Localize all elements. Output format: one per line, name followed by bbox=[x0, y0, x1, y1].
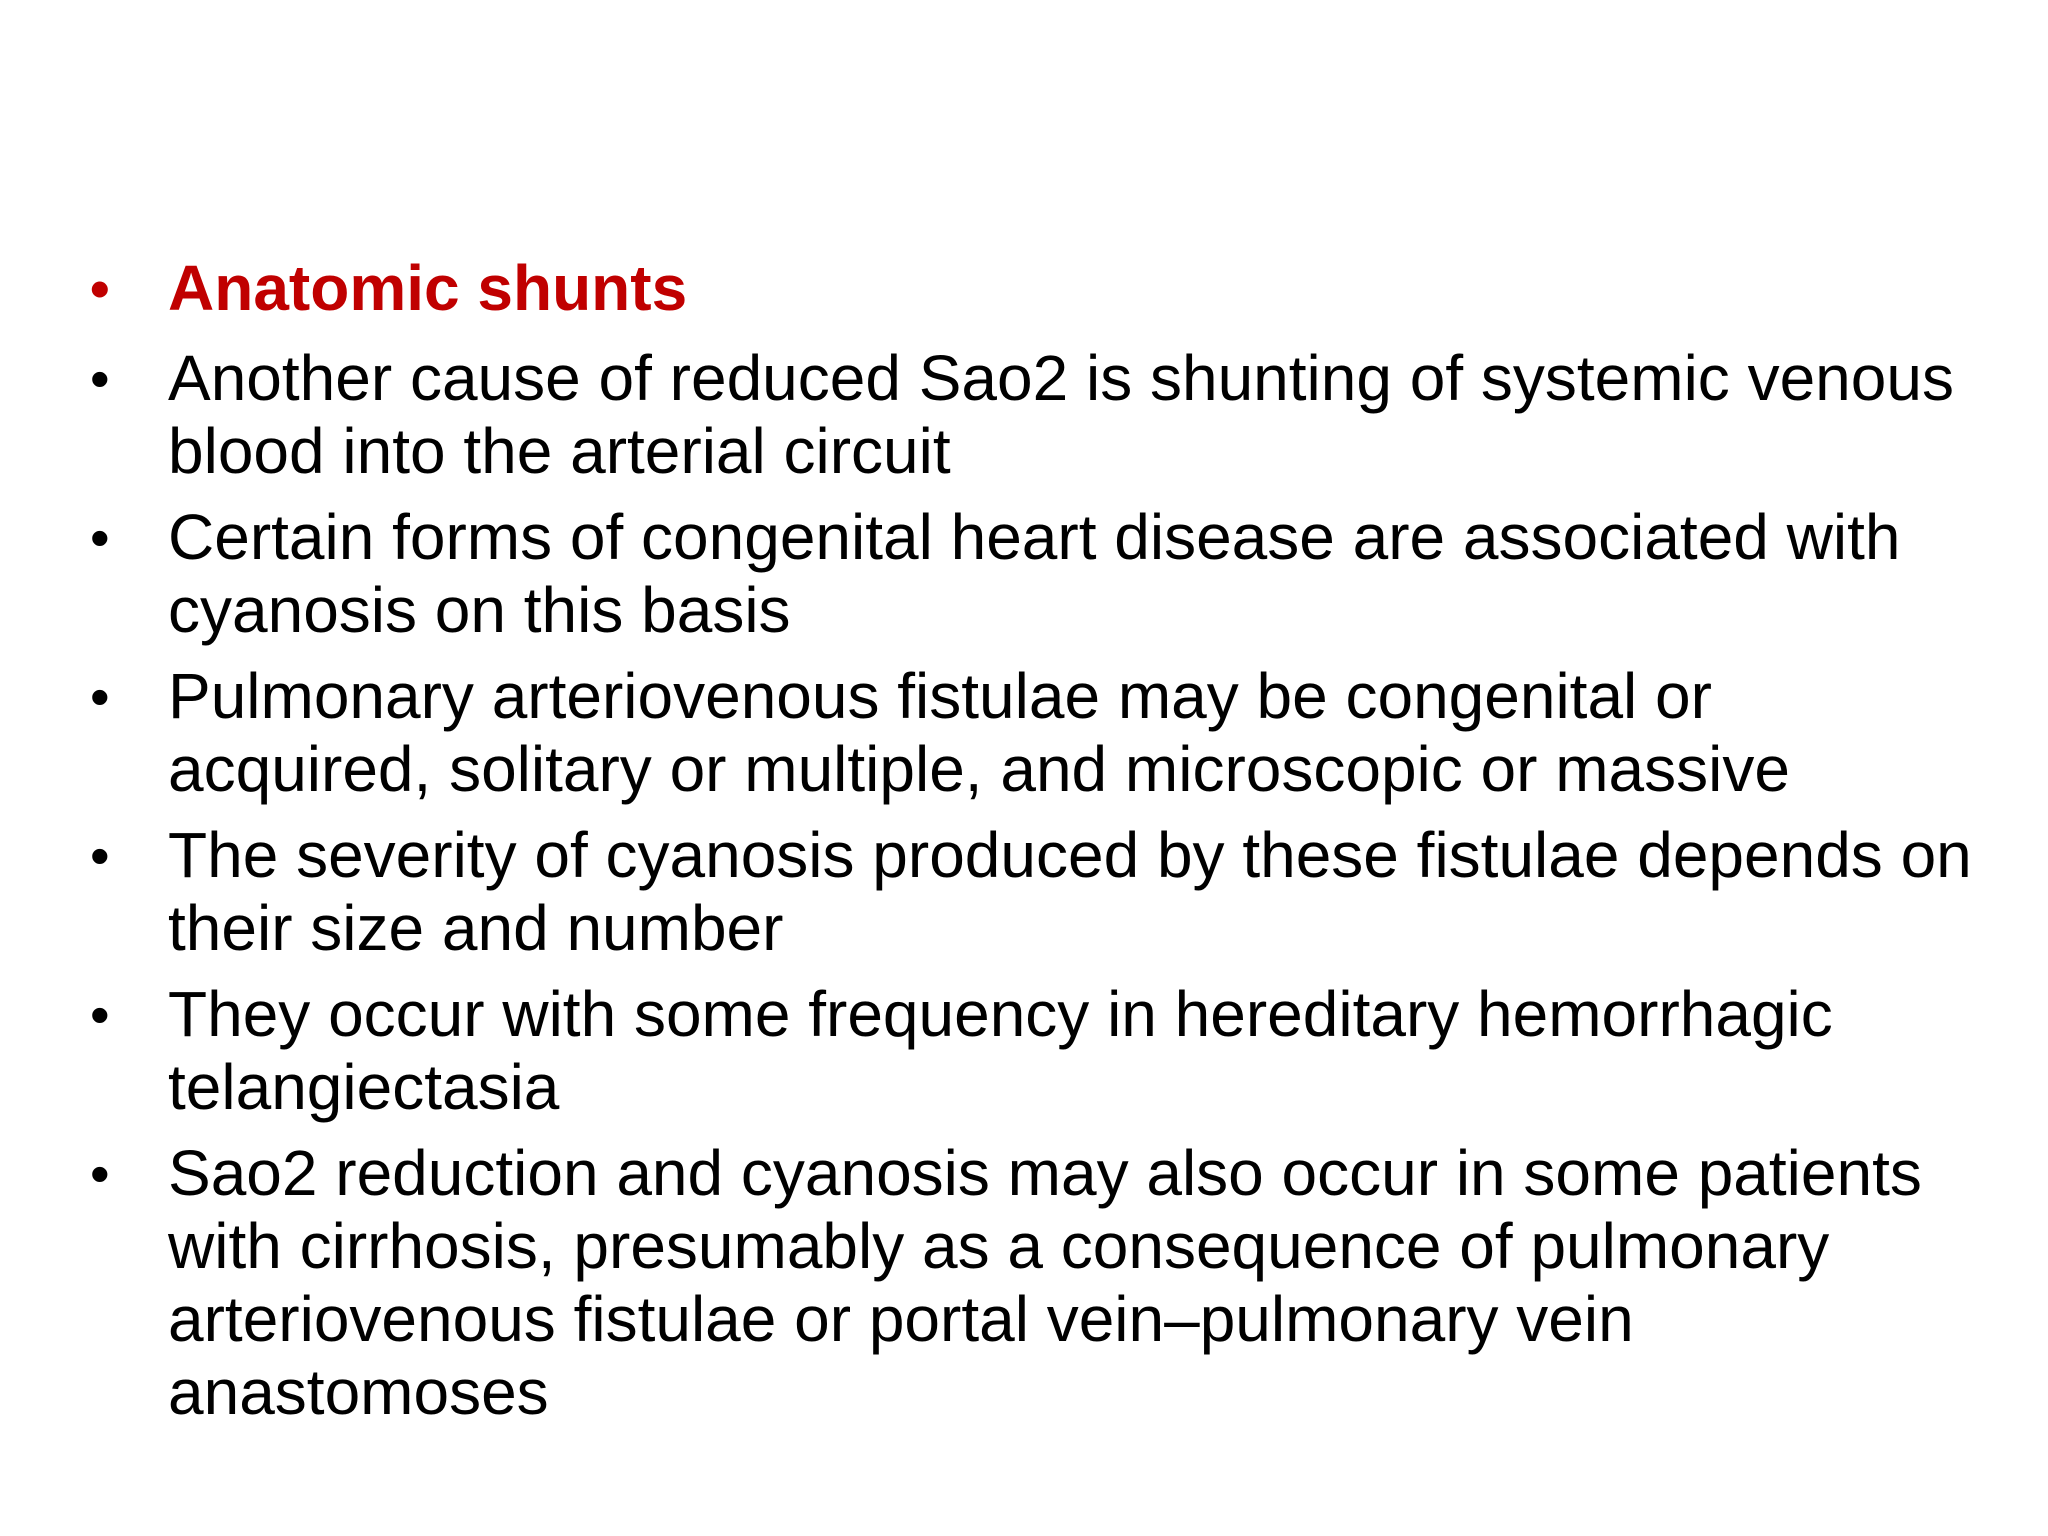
bullet-item bbox=[80, 978, 1980, 1124]
bullet-marker: • bbox=[90, 506, 110, 569]
bullet-text: Certain forms of congenital heart disease are associated with cyanosis on this basis bbox=[168, 501, 1901, 646]
bullet-item bbox=[80, 1137, 1980, 1429]
bullet-marker: • bbox=[90, 824, 110, 887]
bullet-text: Pulmonary arteriovenous fistulae may be congenital or acquired, solitary or multiple, and microscopic or massive bbox=[168, 660, 1790, 805]
bullet-marker: • bbox=[90, 665, 110, 728]
bullet-marker: • bbox=[90, 1142, 110, 1205]
bullet-marker: • bbox=[90, 983, 110, 1046]
bullet-item bbox=[80, 819, 1980, 965]
bullet-text: The severity of cyanosis produced by these fistulae depends on their size and number bbox=[168, 819, 1972, 964]
bullet-item bbox=[80, 501, 1980, 647]
bullet-marker: • bbox=[90, 257, 110, 320]
bullet-text: Another cause of reduced Sao2 is shunting of systemic venous blood into the arterial circuit bbox=[168, 342, 1954, 487]
heading-text: Anatomic shunts bbox=[168, 252, 688, 324]
bullet-marker: • bbox=[90, 347, 110, 410]
bullet-text: Sao2 reduction and cyanosis may also occur in some patients with cirrhosis, presumably as a consequence of pulmonary arteriovenous fistulae or portal vein–pulmonary vein anastomoses bbox=[168, 1137, 1922, 1428]
bullet-text: They occur with some frequency in hereditary hemorrhagic telangiectasia bbox=[168, 978, 1833, 1123]
bullet-list bbox=[80, 252, 1980, 1442]
bullet-heading-anatomic-shunts bbox=[80, 252, 1980, 325]
bullet-item bbox=[80, 660, 1980, 806]
bullet-item bbox=[80, 342, 1980, 488]
